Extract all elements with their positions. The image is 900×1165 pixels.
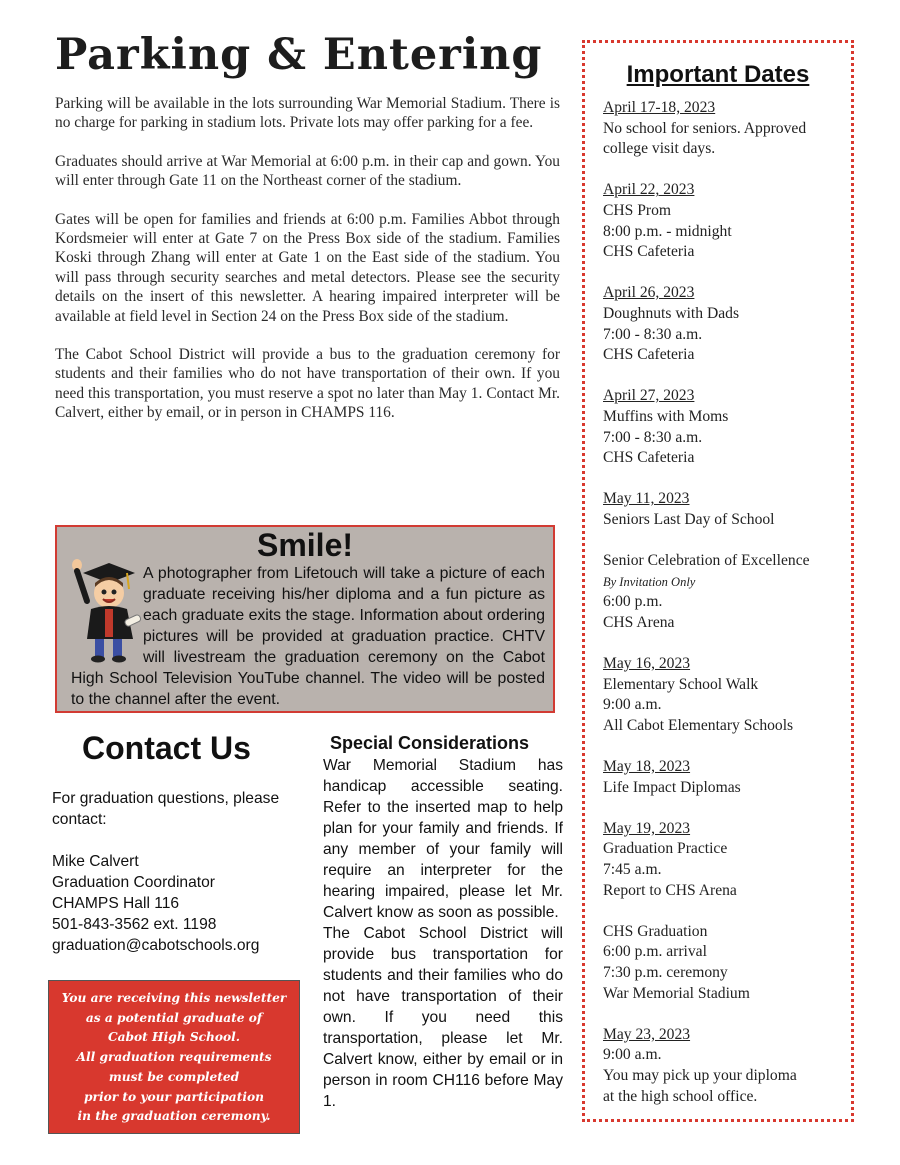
date-heading: April 22, 2023	[603, 181, 695, 199]
date-detail: 7:45 a.m.	[603, 860, 662, 878]
date-heading: April 27, 2023	[603, 387, 695, 405]
date-detail: 9:00 a.m.	[603, 696, 662, 714]
date-entry	[603, 489, 853, 530]
contact-name: Mike Calvert	[52, 853, 139, 870]
date-detail: 7:00 - 8:30 a.m.	[603, 325, 703, 343]
dates-list	[603, 98, 853, 1128]
date-detail: 6:00 p.m.	[603, 593, 663, 611]
contact-role: Graduation Coordinator	[52, 874, 215, 891]
date-detail: No school for seniors. Approved	[603, 119, 807, 137]
date-entry	[603, 1025, 853, 1107]
date-heading: April 17-18, 2023	[603, 99, 716, 116]
arrival-paragraph: Graduates should arrive at War Memorial at 6:00 p.m. in their cap and gown. You will enter through Gate 11 on the Northeast corner of the stadium.	[55, 152, 560, 190]
bus-paragraph: The Cabot School District will provide a bus to the graduation ceremony for students and their families who do not have transportation of their own. If you need this transportation, you must reserve a spot no later than May 1. Contact Mr. Calvert, either by email, or in person in CHAMPS 116.	[55, 346, 560, 422]
date-entry	[603, 386, 853, 468]
date-heading: May 16, 2023	[603, 655, 691, 673]
date-heading: May 18, 2023	[603, 758, 691, 775]
date-heading: April 26, 2023	[603, 284, 695, 302]
date-detail: Life Impact Diplomas	[603, 778, 741, 796]
date-heading: May 23, 2023	[603, 1025, 691, 1043]
notice-line: in the graduation ceremony.	[77, 1109, 271, 1124]
date-detail: CHS Cafeteria	[603, 449, 695, 467]
parking-section	[55, 94, 560, 442]
invitation-note: By Invitation Only	[603, 574, 696, 589]
parking-paragraph: Parking will be available in the lots surrounding War Memorial Stadium. There is no charge for parking in stadium lots. Private lots may offer parking for a fee.	[55, 95, 560, 132]
transport-paragraph: The Cabot School District will provide bus transportation for students and their families who do not have transportation of their own. If you need this transportation, please let Mr. Calvert know, either by email or in person in room CH116 before May 1.	[323, 925, 563, 1110]
date-detail: Doughnuts with Dads	[603, 304, 740, 322]
date-detail: college visit days.	[603, 140, 716, 158]
date-detail: Elementary School Walk	[603, 675, 759, 693]
date-detail: You may pick up your diploma	[603, 1066, 797, 1084]
date-entry	[603, 757, 853, 798]
notice-line: as a potential graduate of	[85, 1010, 263, 1025]
page-title: Parking & Entering	[55, 30, 543, 80]
date-detail: Graduation Practice	[603, 840, 728, 858]
contact-intro: For graduation questions, please contact:	[52, 790, 280, 828]
smile-title: Smile!	[256, 527, 354, 563]
date-entry	[603, 819, 853, 901]
date-detail: CHS Cafeteria	[603, 346, 695, 364]
contact-details	[52, 851, 312, 956]
date-detail: CHS Cafeteria	[603, 243, 695, 261]
seating-paragraph: War Memorial Stadium has handicap accessible seating. Refer to the inserted map to help plan for your family and friends. If any member of your family will require an interpreter for the hearing impaired, please let Mr. Calvert know as soon as possible.	[323, 757, 563, 921]
notice-line: must be completed	[108, 1069, 240, 1084]
contact-phone: 501-843-3562 ext. 1198	[52, 916, 217, 933]
date-heading: May 19, 2023	[603, 819, 691, 837]
notice-line: All graduation requirements	[76, 1050, 272, 1065]
date-detail: CHS Prom	[603, 201, 672, 219]
date-heading: May 11, 2023	[603, 490, 690, 508]
graduate-notice	[48, 980, 300, 1134]
date-detail: 7:30 p.m. ceremony	[603, 963, 728, 981]
important-dates-panel	[582, 40, 854, 1122]
date-detail: Report to CHS Arena	[603, 881, 737, 899]
date-detail: 7:00 - 8:30 a.m.	[603, 428, 703, 446]
contact-title: Contact Us	[82, 730, 251, 766]
date-detail: Muffins with Moms	[603, 407, 729, 425]
notice-line: prior to your participation	[84, 1089, 264, 1104]
date-detail: Senior Celebration of Excellence	[603, 552, 810, 570]
date-entry	[603, 654, 853, 736]
date-entry	[603, 180, 853, 262]
date-detail: 6:00 p.m. arrival	[603, 943, 707, 961]
important-dates-title: Important Dates	[626, 61, 810, 88]
special-considerations-title: Special Considerations	[330, 733, 530, 753]
notice-line: You are receiving this newsletter	[61, 991, 287, 1005]
notice-line: Cabot High School.	[107, 1030, 241, 1045]
date-detail: at the high school office.	[603, 1087, 758, 1105]
contact-office: CHAMPS Hall 116	[52, 895, 180, 912]
date-detail: 8:00 p.m. - midnight	[603, 222, 732, 240]
gates-paragraph: Gates will be open for families and friends at 6:00 p.m. Families Abbot through Kordsmeier will enter at Gate 7 on the Press Box side of the stadium. Families Koski through Zhang will enter at Gate 1 on the East side of the stadium. You will pass through security searches and metal detectors. Please see the security details on the insert of this newsletter. A hearing impaired interpreter will be available at field level in Section 24 on the Press Box side of the stadium.	[55, 210, 560, 325]
date-detail: CHS Graduation	[603, 922, 708, 940]
date-detail: War Memorial Stadium	[603, 984, 750, 1002]
special-considerations-text	[323, 755, 563, 1112]
contact-email[interactable]: graduation@cabotschools.org	[52, 937, 260, 954]
date-entry	[603, 551, 853, 633]
smile-callout	[55, 525, 555, 713]
date-detail: All Cabot Elementary Schools	[603, 716, 794, 734]
date-detail: 9:00 a.m.	[603, 1046, 662, 1064]
date-detail: CHS Arena	[603, 613, 675, 631]
smile-text: A photographer from Lifetouch will take a picture of each graduate receiving his/her diploma and a fun picture as each graduate exits the stage. Information about ordering pictures will be provided at graduation practice. CHTV will livestream the graduation ceremony on the Cabot High School Television YouTube channel. The video will be posted to the channel after the event.	[71, 565, 545, 708]
date-entry	[603, 283, 853, 365]
date-entry	[603, 98, 853, 160]
date-detail: Seniors Last Day of School	[603, 510, 775, 528]
date-entry	[603, 922, 853, 1004]
